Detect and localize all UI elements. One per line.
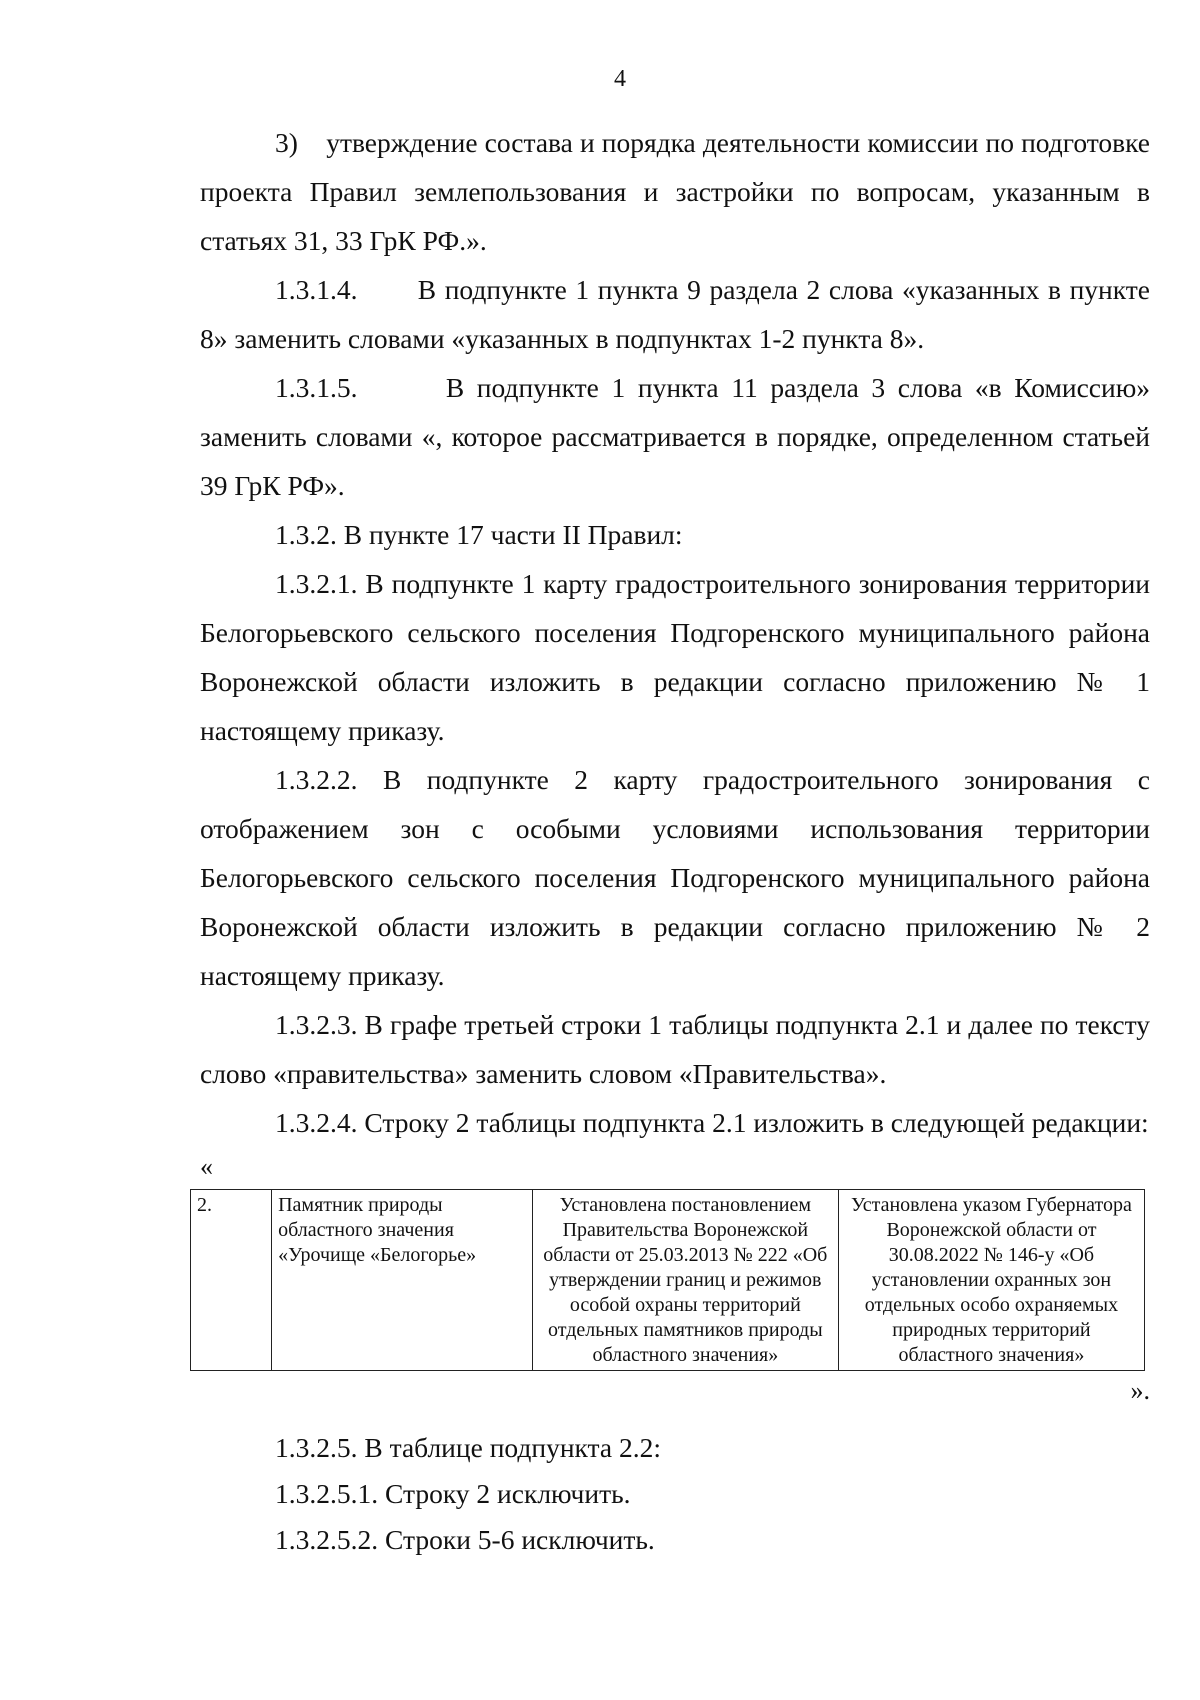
document-body [197,118,1150,1563]
table-cell-new-established: Установлена указом Губернатора Воронежской области от 30.08.2022 № 146-у «Об установлении охранных зон отдельных особо охраняемых природных территорий областного значения» [838,1190,1144,1371]
paragraph-1-3-2: 1.3.2. В пункте 17 части II Правил: [275,519,683,550]
paragraph-1-3-1-5: 1.3.1.5. В подпункте 1 пункта 11 раздела 3 слова «в Комиссию» заменить словами «, которое рассматривается в порядке, определенном статьей 39 ГрК РФ». [200,372,1150,501]
paragraph-1-3-1-4: 1.3.1.4. В подпункте 1 пункта 9 раздела 2 слова «указанных в пункте 8» заменить словами «указанных в подпунктах 1-2 пункта 8». [200,274,1150,354]
closing-quote: ». [1130,1376,1150,1405]
paragraph-1-3-2-5: 1.3.2.5. В таблице подпункта 2.2: [275,1432,661,1463]
paragraph-1-3-2-2: 1.3.2.2. В подпункте 2 карту градостроительного зонирования с отображением зон с особыми условиями использования территории Белогорьевского сельского поселения Подгоренского муниципального района Воронежской области изложить в редакции согласно приложению № 2 настоящему приказу. [200,764,1150,991]
paragraph-1-3-2-3: 1.3.2.3. В графе третьей строки 1 таблицы подпункта 2.1 и далее по тексту слово «правительства» заменить словом «Правительства». [200,1009,1150,1089]
page-number: 4 [614,66,626,92]
opening-quote: « [200,1152,213,1181]
paragraph-1-3-2-4: 1.3.2.4. Строку 2 таблицы подпункта 2.1 изложить в следующей редакции: [275,1107,1149,1138]
paragraph-1-3-2-5-2: 1.3.2.5.2. Строки 5-6 исключить. [275,1524,655,1555]
paragraph-1-3-2-5-1: 1.3.2.5.1. Строку 2 исключить. [275,1478,631,1509]
table-cell-name: Памятник природы областного значения «Урочище «Белогорье» [272,1190,533,1371]
table-cell-established: Установлена постановлением Правительства Воронежской области от 25.03.2013 № 222 «Об утверждении границ и режимов особой охраны территорий отдельных памятников природы областного значения» [532,1190,838,1371]
table-cell-number: 2. [191,1190,272,1371]
table-row [191,1190,1145,1371]
paragraph-1-3-2-1: 1.3.2.1. В подпункте 1 карту градостроительного зонирования территории Белогорьевского сельского поселения Подгоренского муниципального района Воронежской области изложить в редакции согласно приложению № 1 настоящему приказу. [200,568,1150,746]
paragraph-item-3: 3) утверждение состава и порядка деятельности комиссии по подготовке проекта Правил землепользования и застройки по вопросам, указанным в статьях 31, 33 ГрК РФ.». [200,127,1150,256]
amendment-table [190,1189,1145,1371]
